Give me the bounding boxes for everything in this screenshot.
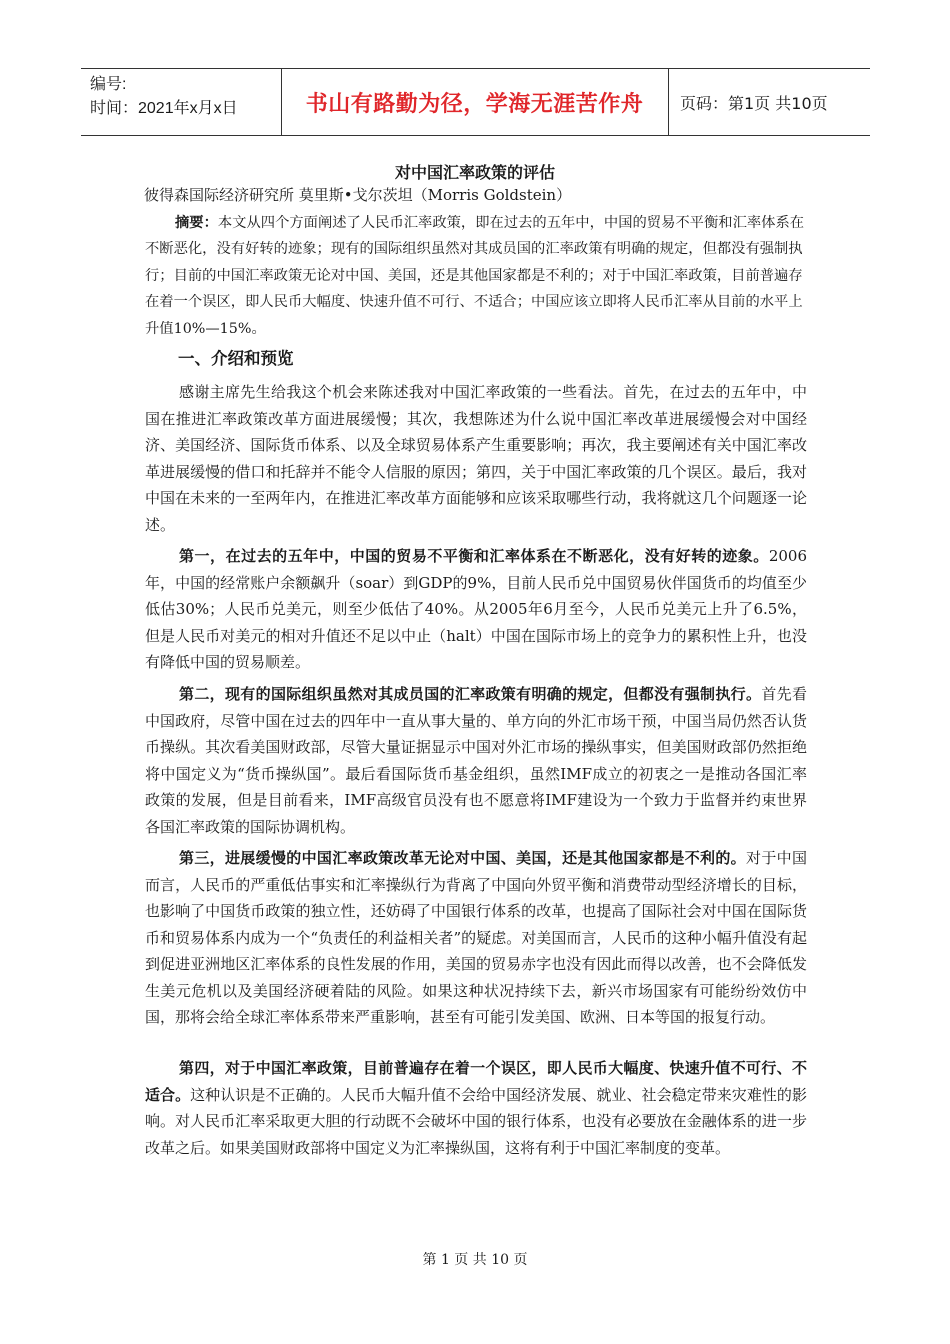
document-title: 对中国汇率政策的评估 xyxy=(394,163,555,182)
document-author: 彼得森国际经济研究所 莫里斯•戈尔茨坦（Morris Goldstein） xyxy=(144,186,572,204)
header-number-label: 编号: xyxy=(90,76,127,93)
header-meta xyxy=(90,73,238,121)
section-heading: 一、介绍和预览 xyxy=(178,349,294,368)
paragraph-third-lead: 第三，进展缓慢的中国汇率政策改革无论对中国、美国，还是其他国家都是不利的。 xyxy=(179,849,747,867)
header-time-label: 时间：2021年x月x日 xyxy=(90,100,238,117)
paragraph-first-lead: 第一，在过去的五年中，中国的贸易不平衡和汇率体系在不断恶化，没有好转的迹象。 xyxy=(179,547,769,565)
paragraph-fourth-lead: 第四，对于中国汇率政策，目前普遍存在着一个误区，即人民币大幅度、快速升值不可行、不适合。 xyxy=(145,1059,807,1104)
header-page-label: 页码：第1页 共10页 xyxy=(680,93,828,113)
abstract-label: 摘要： xyxy=(175,215,218,231)
page-footer: 第 1 页 共 10 页 xyxy=(422,1252,528,1268)
paragraph-fourth xyxy=(145,1055,807,1161)
paragraph-first-text: 2006年，中国的经常账户余额飙升（soar）到GDP的9%，目前人民币兑中国贸易伙伴国货币的均值至少低估30%；人民币兑美元，则至少低估了40%。从2005年6月至今，人民币兑美元上升了6.5%，但是人民币对美元的相对升值还不足以中止（halt）中国在国际市场上的竞争力的累积性上升，也没有降低中国的贸易顺差。 xyxy=(145,547,807,671)
abstract-text: 本文从四个方面阐述了人民币汇率政策，即在过去的五年中，中国的贸易不平衡和汇率体系在不断恶化，没有好转的迹象；现有的国际组织虽然对其成员国的汇率政策有明确的规定，但都没有强制执行；目前的中国汇率政策无论对中国、美国，还是其他国家都是不利的；对于中国汇率政策，目前普遍存在着一个误区，即人民币大幅度、快速升值不可行、不适合；中国应该立即将人民币汇率从目前的水平上升值10%—15%。 xyxy=(145,215,805,337)
paragraph-second xyxy=(145,681,807,840)
paragraph-first xyxy=(145,543,807,676)
paragraph-second-text: 首先看中国政府，尽管中国在过去的四年中一直从事大量的、单方向的外汇市场干预，中国当局仍然否认货币操纵。其次看美国财政部，尽管大量证据显示中国对外汇市场的操纵事实，但美国财政部仍然拒绝将中国定义为“货币操纵国”。最后看国际货币基金组织，虽然IMF成立的初衷之一是推动各国汇率政策的发展，但是目前看来，IMF高级官员没有也不愿意将IMF建设为一个致力于监督并约束世界各国汇率政策的国际协调机构。 xyxy=(145,685,807,836)
paragraph-second-lead: 第二，现有的国际组织虽然对其成员国的汇率政策有明确的规定，但都没有强制执行。 xyxy=(179,685,762,703)
intro-paragraph: 感谢主席先生给我这个机会来陈述我对中国汇率政策的一些看法。首先，在过去的五年中，中国在推进汇率政策改革方面进展缓慢；其次，我想陈述为什么说中国汇率改革进展缓慢会对中国经济、美国经济、国际货币体系、以及全球贸易体系产生重要影响；再次，我主要阐述有关中国汇率改革进展缓慢的借口和托辞并不能令人信服的原因；第四，关于中国汇率政策的几个误区。最后，我对中国在未来的一至两年内，在推进汇率改革方面能够和应该采取哪些行动，我将就这几个问题逐一论述。 xyxy=(145,383,807,534)
document-header xyxy=(81,68,870,136)
paragraph-third-text: 对于中国而言，人民币的严重低估事实和汇率操纵行为背离了中国向外贸平衡和消费带动型经济增长的目标，也影响了中国货币政策的独立性，还妨碍了中国银行体系的改革，也提高了国际社会对中国在国际货币和贸易体系内成为一个“负责任的利益相关者”的疑虑。对美国而言，人民币的这种小幅升值没有起到促进亚洲地区汇率体系的良性发展的作用，美国的贸易赤字也没有因此而得以改善，也不会降低发生美元危机以及美国经济硬着陆的风险。如果这种状况持续下去，新兴市场国家有可能纷纷效仿中国，那将会给全球汇率体系带来严重影响，甚至有可能引发美国、欧洲、日本等国的报复行动。 xyxy=(145,849,807,1026)
abstract xyxy=(145,210,805,342)
paragraph-third xyxy=(145,845,807,1031)
paragraph-fourth-text: 这种认识是不正确的。人民币大幅升值不会给中国经济发展、就业、社会稳定带来灾难性的影响。对人民币汇率采取更大胆的行动既不会破坏中国的银行体系，也没有必要放在金融体系的进一步改革之后。如果美国财政部将中国定义为汇率操纵国，这将有利于中国汇率制度的变革。 xyxy=(145,1085,807,1157)
header-motto: 书山有路勤为径，学海无涯苦作舟 xyxy=(305,91,644,117)
